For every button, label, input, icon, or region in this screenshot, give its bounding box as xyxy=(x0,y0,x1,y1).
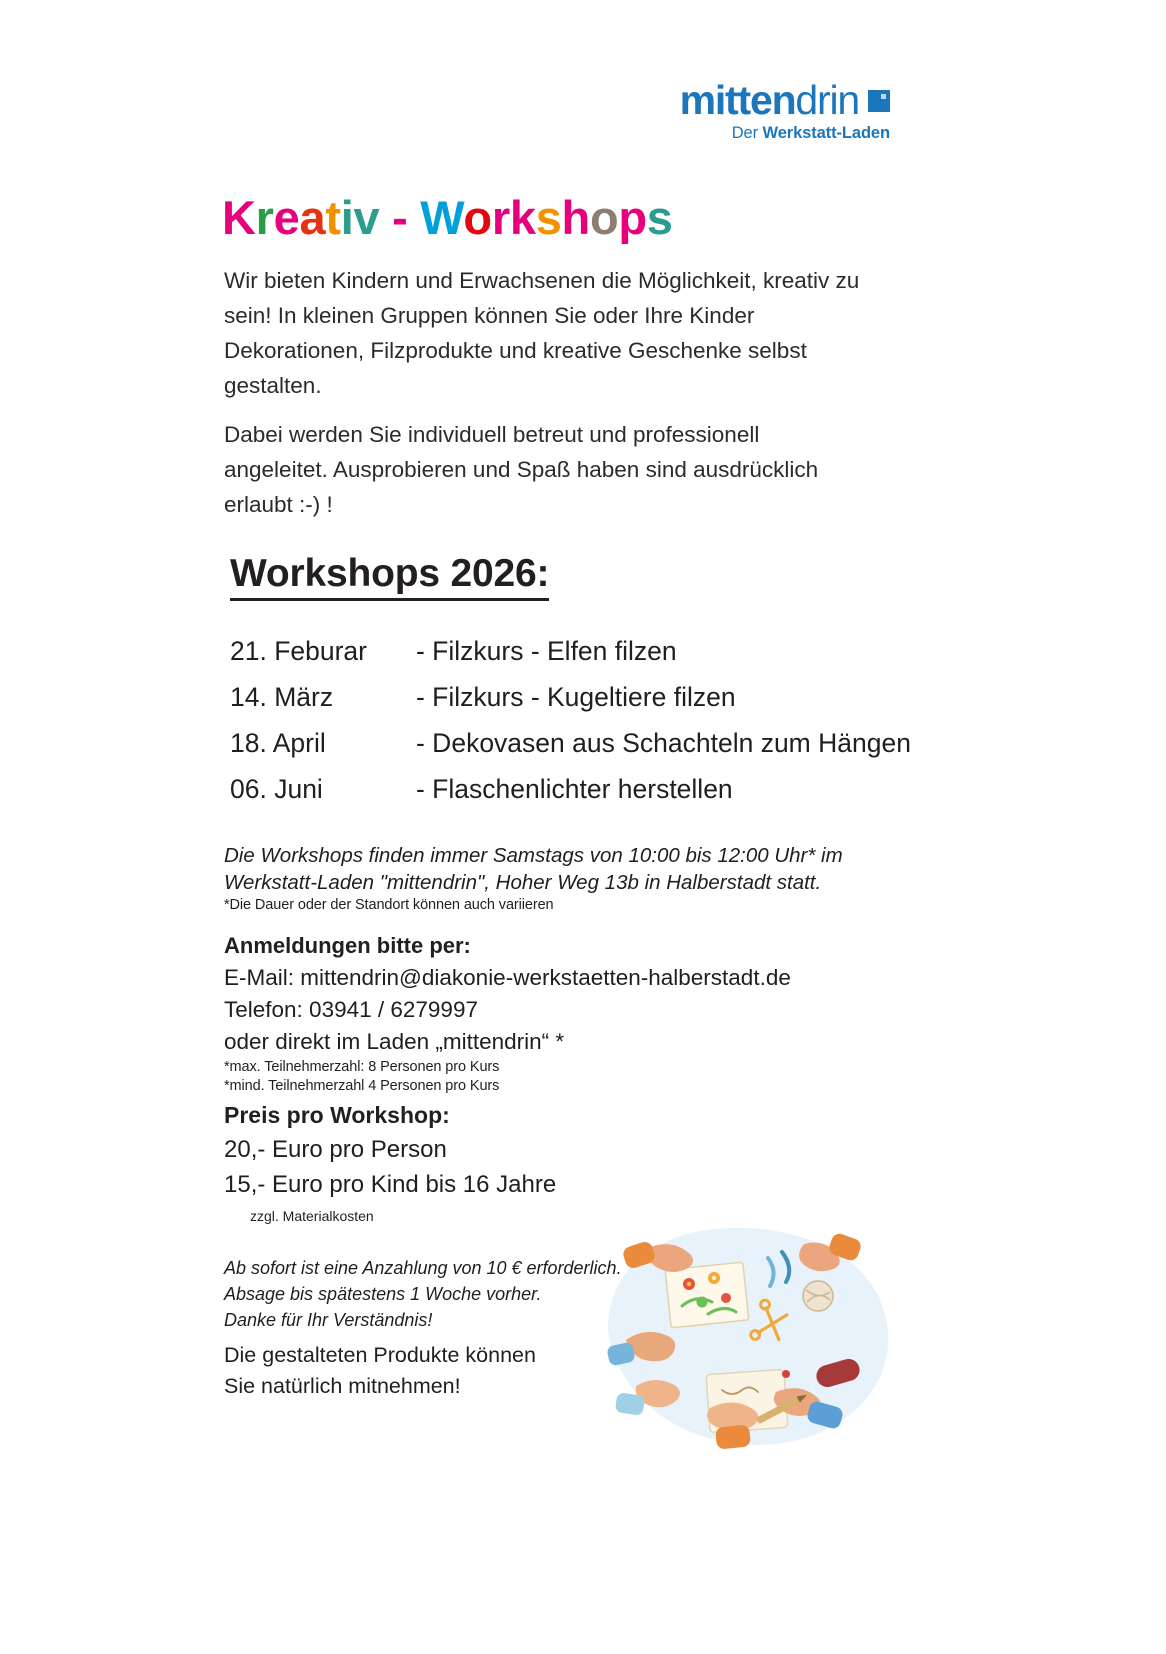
workshop-row xyxy=(230,628,930,674)
workshop-name: - Filzkurs - Elfen filzen xyxy=(416,636,677,666)
contact-email[interactable]: E-Mail: mittendrin@diakonie-werkstaetten-halberstadt.de xyxy=(224,965,791,990)
workshop-date: 06. Juni xyxy=(230,774,323,804)
title-letter: h xyxy=(561,191,590,244)
intro-text xyxy=(224,263,864,536)
logo-wordmark-bold: mitten xyxy=(679,77,796,123)
price-extra-note: zzgl. Materialkosten xyxy=(250,1208,374,1224)
contact-in-store: oder direkt im Laden „mittendrin“ * xyxy=(224,1029,565,1054)
title-letter: s xyxy=(535,191,562,244)
title-letter: i xyxy=(340,191,354,244)
workshop-date: 18. April xyxy=(230,728,326,758)
price-child: 15,- Euro pro Kind bis 16 Jahre xyxy=(224,1171,557,1198)
logo-subtitle-bold: Werkstatt-Laden xyxy=(762,124,890,142)
workshop-row xyxy=(230,674,930,720)
deposit-line-3: Danke für Ihr Verständnis! xyxy=(224,1310,433,1330)
contact-block xyxy=(224,930,874,1095)
title-letter: k xyxy=(509,191,536,244)
workshops-heading: Workshops 2026: xyxy=(230,552,549,601)
workshop-row xyxy=(230,720,930,766)
title-letter: p xyxy=(618,191,647,244)
logo-subtitle xyxy=(640,124,890,143)
workshop-name: - Filzkurs - Kugeltiere filzen xyxy=(416,682,736,712)
title-letter: o xyxy=(589,191,619,244)
intro-paragraph-1: Wir bieten Kindern und Erwachsenen die Möglichkeit, kreativ zu sein! In kleinen Gruppen können Sie oder Ihre Kinder Dekorationen, Filzprodukte und kreative Geschenke selbst gestalten. xyxy=(224,268,860,398)
closing-note xyxy=(224,1340,644,1402)
title-letter: s xyxy=(646,191,673,244)
schedule-footnote: *Die Dauer oder der Standort können auch variieren xyxy=(224,897,554,913)
workshop-list xyxy=(230,628,930,812)
craft-table-illustration xyxy=(590,1222,900,1450)
title-letter xyxy=(379,191,392,244)
title-letter: r xyxy=(255,191,274,244)
title-letter xyxy=(407,191,420,244)
note-min-participants: *mind. Teilnehmerzahl 4 Personen pro Kurs xyxy=(224,1077,500,1094)
workshop-date: 21. Feburar xyxy=(230,636,367,666)
title-letter: W xyxy=(420,191,464,244)
title-letter: t xyxy=(325,191,341,244)
closing-line-2: Sie natürlich mitnehmen! xyxy=(224,1374,461,1398)
title-letter: e xyxy=(273,191,300,244)
title-letter: - xyxy=(392,191,408,244)
price-block xyxy=(224,1098,744,1224)
workshop-name: - Flaschenlichter herstellen xyxy=(416,774,733,804)
intro-paragraph-2: Dabei werden Sie individuell betreut und professionell angeleitet. Ausprobieren und Spaß haben sind ausdrücklich erlaubt :-) ! xyxy=(224,422,819,517)
deposit-note xyxy=(224,1255,644,1333)
closing-line-1: Die gestalteten Produkte können xyxy=(224,1343,536,1367)
note-max-participants: *max. Teilnehmerzahl: 8 Personen pro Kurs xyxy=(224,1059,500,1075)
deposit-line-1: Ab sofort ist eine Anzahlung von 10 € erforderlich. xyxy=(224,1258,622,1278)
title-letter: K xyxy=(222,191,256,244)
logo-wordmark xyxy=(640,77,890,123)
logo-subtitle-light: Der xyxy=(731,124,763,142)
logo-square-icon xyxy=(868,90,890,112)
contact-phone[interactable]: Telefon: 03941 / 6279997 xyxy=(224,997,478,1022)
workshop-row xyxy=(230,766,930,812)
schedule-info: Die Workshops finden immer Samstags von 10:00 bis 12:00 Uhr* im Werkstatt-Laden "mittendrin", Hoher Weg 13b in Halberstadt statt. xyxy=(224,844,843,894)
page-title xyxy=(222,190,673,245)
brand-logo xyxy=(640,77,890,143)
price-adult: 20,- Euro pro Person xyxy=(224,1136,447,1163)
title-letter: a xyxy=(299,191,326,244)
title-letter: r xyxy=(491,191,510,244)
price-heading: Preis pro Workshop: xyxy=(224,1102,450,1128)
deposit-line-2: Absage bis spätestens 1 Woche vorher. xyxy=(224,1284,542,1304)
logo-wordmark-light: drin xyxy=(795,77,859,123)
contact-heading: Anmeldungen bitte per: xyxy=(224,933,471,958)
title-letter: v xyxy=(353,191,380,244)
workshop-date: 14. März xyxy=(230,682,334,712)
workshop-name: - Dekovasen aus Schachteln zum Hängen xyxy=(416,728,911,758)
title-letter: o xyxy=(463,191,492,244)
